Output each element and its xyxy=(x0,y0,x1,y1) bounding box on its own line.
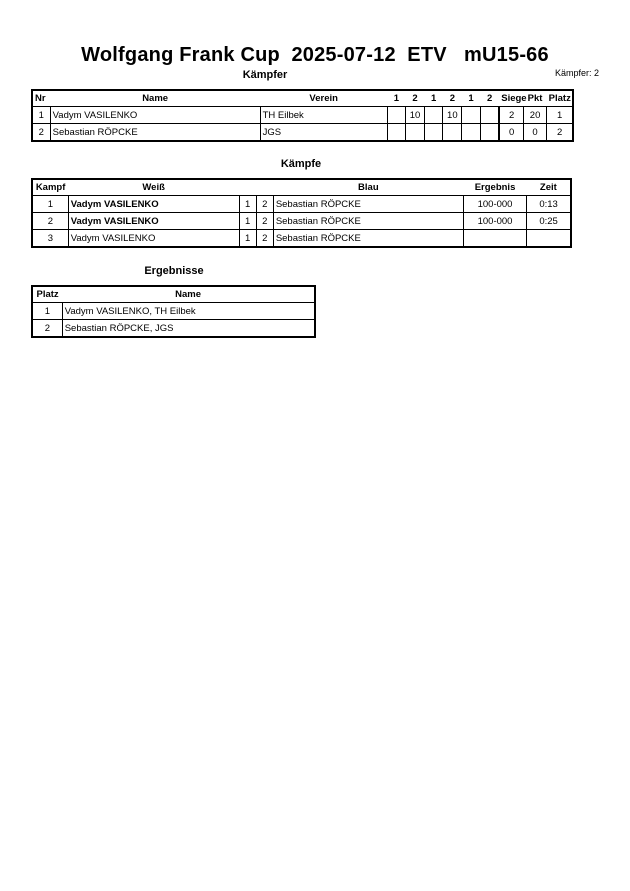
fighter-count: Kämpfer: 2 xyxy=(554,68,599,78)
result-place: 1 xyxy=(32,303,62,320)
col-name-header: Name xyxy=(50,90,260,107)
page-title: Wolfgang Frank Cup 2025-07-12 ETV mU15-66 xyxy=(81,44,549,66)
fight-number: 1 xyxy=(32,196,68,213)
round-score xyxy=(462,107,480,124)
blue-fighter: Sebastian RÖPCKE xyxy=(273,230,463,248)
fight-result xyxy=(463,230,526,248)
fighter-name: Vadym VASILENKO xyxy=(50,107,260,124)
round-score xyxy=(462,124,480,142)
fighter-nr: 1 xyxy=(32,107,50,124)
round-score xyxy=(425,124,443,142)
col-time-header: Zeit xyxy=(527,179,571,196)
fight-result: 100-000 xyxy=(463,196,526,213)
white-fighter: Vadym VASILENKO xyxy=(68,213,239,230)
col-fight-header: Kampf xyxy=(32,179,68,196)
result-name: Sebastian RÖPCKE, JGS xyxy=(62,320,315,338)
table-row xyxy=(32,107,573,124)
table-row xyxy=(32,196,571,213)
col-club-header: Verein xyxy=(260,90,387,107)
col-place-header: Platz xyxy=(32,286,62,303)
table-row xyxy=(32,230,571,248)
col-round-header: 1 xyxy=(387,90,405,107)
fighters-section-title: Kämpfer xyxy=(242,69,288,81)
fight-number: 3 xyxy=(32,230,68,248)
fighter-club: JGS xyxy=(260,124,387,142)
blue-fighter: Sebastian RÖPCKE xyxy=(273,196,463,213)
table-row xyxy=(32,320,315,338)
blue-fighter-no: 2 xyxy=(256,196,273,213)
fighter-wins: 0 xyxy=(499,124,523,142)
col-points-header: Pkt xyxy=(523,90,546,107)
white-fighter-no: 1 xyxy=(239,230,256,248)
white-fighter-no: 1 xyxy=(239,213,256,230)
fighters-header-row xyxy=(32,90,573,107)
table-row xyxy=(32,124,573,142)
col-result-header: Ergebnis xyxy=(463,179,526,196)
col-name-header: Name xyxy=(62,286,315,303)
round-score xyxy=(387,107,405,124)
col-place-header: Platz xyxy=(547,90,573,107)
fighter-club: TH Eilbek xyxy=(260,107,387,124)
fighter-points: 0 xyxy=(523,124,546,142)
round-score xyxy=(480,124,499,142)
col-blue-header: Blau xyxy=(273,179,463,196)
round-score: 10 xyxy=(405,107,424,124)
fighters-table xyxy=(31,89,574,142)
results-table xyxy=(31,285,316,338)
fights-table xyxy=(31,178,572,248)
round-score xyxy=(425,107,443,124)
fighter-place: 2 xyxy=(547,124,573,142)
fighter-name: Sebastian RÖPCKE xyxy=(50,124,260,142)
blue-fighter-no: 2 xyxy=(256,213,273,230)
fighter-wins: 2 xyxy=(499,107,523,124)
result-place: 2 xyxy=(32,320,62,338)
blue-fighter: Sebastian RÖPCKE xyxy=(273,213,463,230)
fights-header-row xyxy=(32,179,571,196)
fighter-nr: 2 xyxy=(32,124,50,142)
results-header-row xyxy=(32,286,315,303)
col-nr-header: Nr xyxy=(32,90,50,107)
table-row xyxy=(32,213,571,230)
white-fighter: Vadym VASILENKO xyxy=(68,196,239,213)
result-name: Vadym VASILENKO, TH Eilbek xyxy=(62,303,315,320)
round-score xyxy=(443,124,462,142)
white-fighter-no: 1 xyxy=(239,196,256,213)
col-wins-header: Siege xyxy=(499,90,523,107)
round-score xyxy=(405,124,424,142)
col-round-header: 2 xyxy=(443,90,462,107)
round-score xyxy=(480,107,499,124)
col-round-header: 1 xyxy=(425,90,443,107)
fight-time xyxy=(527,230,571,248)
blue-fighter-no: 2 xyxy=(256,230,273,248)
col-white-no-header xyxy=(239,179,256,196)
round-score: 10 xyxy=(443,107,462,124)
fight-time: 0:13 xyxy=(527,196,571,213)
fights-section-title: Kämpfe xyxy=(280,158,322,170)
col-blue-no-header xyxy=(256,179,273,196)
fight-number: 2 xyxy=(32,213,68,230)
fighter-place: 1 xyxy=(547,107,573,124)
white-fighter: Vadym VASILENKO xyxy=(68,230,239,248)
round-score xyxy=(387,124,405,142)
fight-time: 0:25 xyxy=(527,213,571,230)
fight-result: 100-000 xyxy=(463,213,526,230)
table-row xyxy=(32,303,315,320)
col-round-header: 2 xyxy=(405,90,424,107)
fighter-points: 20 xyxy=(523,107,546,124)
col-round-header: 2 xyxy=(480,90,499,107)
col-white-header: Weiß xyxy=(68,179,239,196)
col-round-header: 1 xyxy=(462,90,480,107)
results-section-title: Ergebnisse xyxy=(144,265,204,277)
